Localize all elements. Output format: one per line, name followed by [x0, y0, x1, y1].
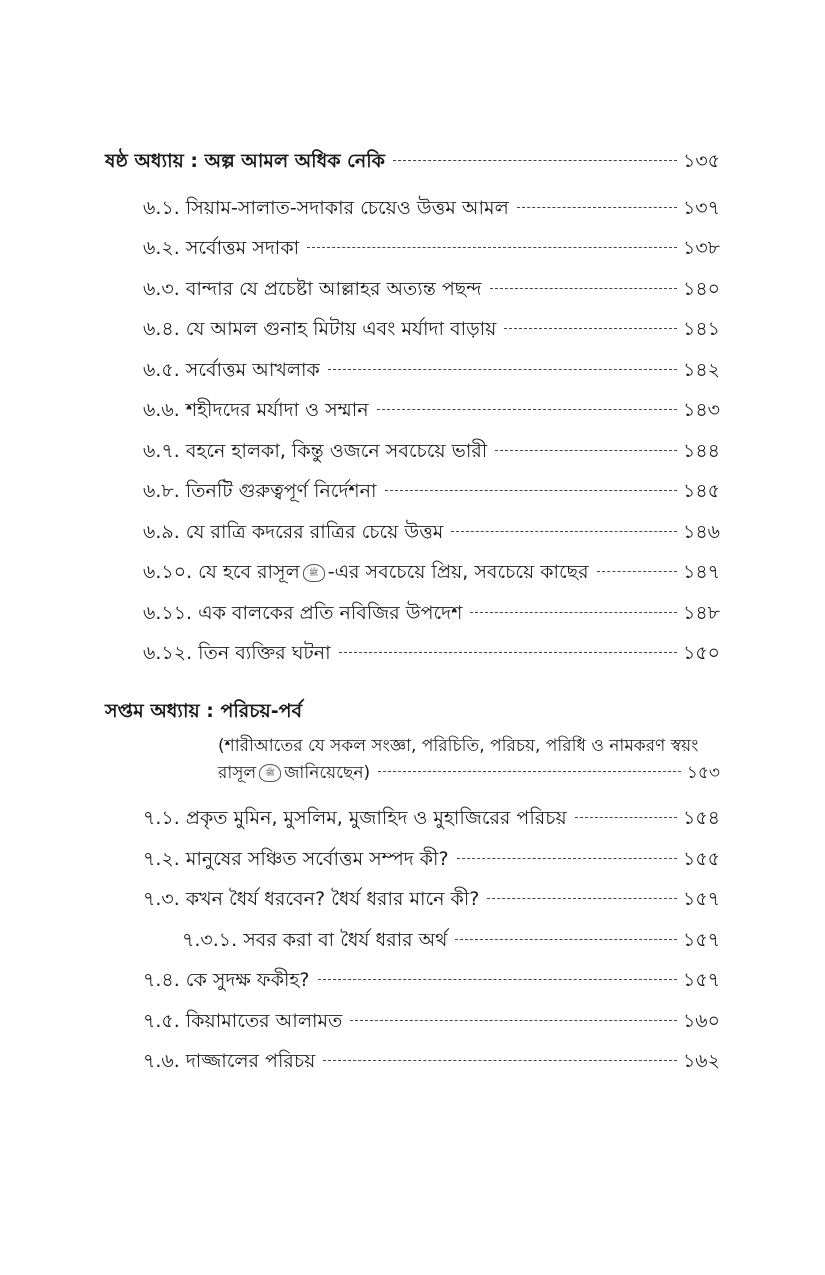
- dot-leader: [517, 207, 677, 208]
- dot-leader: [575, 817, 677, 818]
- dot-leader: [378, 771, 681, 772]
- dot-leader: [457, 858, 677, 859]
- toc-entry-6-9[interactable]: [143, 517, 720, 547]
- entry-label: ৬.৯. যে রাত্রি কদরের রাত্রির চেয়ে উত্তম: [143, 521, 444, 543]
- entry-page: ১৪৭: [682, 561, 720, 583]
- chapter-6-title: ষষ্ঠ অধ্যায় : অল্প আমল অধিক নেকি: [105, 150, 385, 172]
- entry-label: ৭.৪. কে সুদক্ষ ফকীহ?: [143, 969, 310, 991]
- entry-label: ৬.৬. শহীদদের মর্যাদা ও সম্মান: [143, 399, 369, 421]
- note-line2-after: জানিয়েছেন): [284, 763, 371, 783]
- toc-entry-6-2[interactable]: [143, 233, 720, 263]
- toc-entry-7-3-1[interactable]: [182, 925, 720, 955]
- entry-page: ১৪২: [682, 359, 720, 381]
- chapter-7-page: ১৫৩: [686, 763, 720, 783]
- dot-leader: [350, 1020, 677, 1021]
- dot-leader: [385, 490, 677, 491]
- dot-leader: [487, 898, 677, 899]
- chapter-7-note-line1: (শারীআতের যে সকল সংজ্ঞা, পরিচিতি, পরিচয়, পরিধি ও নামকরণ স্বয়ং: [218, 736, 699, 756]
- entry-page: ১৫৪: [683, 807, 720, 829]
- note-line2-before: রাসূল: [218, 763, 257, 783]
- entry-label: ৭.১. প্রকৃত মুমিন, মুসলিম, মুজাহিদ ও মুহাজিরের পরিচয়: [143, 807, 567, 829]
- entry-label-before: ৬.১০. যে হবে রাসূল: [143, 561, 300, 583]
- chapter-7-title[interactable]: সপ্তম অধ্যায় : পরিচয়-পর্ব: [105, 700, 303, 722]
- entry-label: ৭.২. মানুষের সঞ্চিত সর্বোত্তম সম্পদ কী?: [143, 848, 449, 870]
- entry-page: ১৪৪: [683, 440, 720, 462]
- toc-entry-6-4[interactable]: [143, 314, 720, 344]
- entry-label: ৬.৪. যে আমল গুনাহ মিটায় এবং মর্যাদা বাড়ায়: [143, 318, 497, 340]
- entry-label: ৭.৫. কিয়ামাতের আলামত: [143, 1010, 343, 1032]
- entry-page: ১৫৭: [682, 969, 720, 991]
- entry-page: ১৪৫: [683, 480, 720, 502]
- toc-entry-7-2[interactable]: [143, 844, 720, 874]
- entry-page: ১৫০: [682, 642, 720, 664]
- salutation-icon: ﷺ: [303, 564, 325, 582]
- toc-entry-6-8[interactable]: [143, 476, 720, 506]
- toc-entry-6-10[interactable]: [143, 557, 720, 587]
- toc-entry-6-11[interactable]: [143, 598, 720, 628]
- entry-page: ১৫৭: [682, 888, 720, 910]
- entry-page: ১৪৮: [683, 602, 720, 624]
- dot-leader: [318, 979, 677, 980]
- entry-label: ৬.৩. বান্দার যে প্রচেষ্টা আল্লাহর অত্যন্ত পছন্দ: [143, 278, 482, 300]
- entry-page: ১৩৭: [682, 197, 720, 219]
- entry-page: ১৩৮: [682, 237, 720, 259]
- entry-label: ৬.১১. এক বালকের প্রতি নবিজির উপদেশ: [143, 602, 463, 624]
- dot-leader: [504, 328, 677, 329]
- dot-leader: [328, 369, 677, 370]
- dot-leader: [377, 409, 677, 410]
- dot-leader: [597, 571, 677, 572]
- entry-page: ১৬০: [682, 1010, 720, 1032]
- dot-leader: [393, 160, 677, 161]
- entry-page: ১৪৬: [682, 521, 720, 543]
- toc-entry-6-6[interactable]: [143, 395, 720, 425]
- toc-entry-6-12[interactable]: [143, 638, 720, 668]
- dot-leader: [490, 288, 677, 289]
- chapter-6-entry[interactable]: [105, 146, 720, 176]
- entry-label: ৭.৬. দাজ্জালের পরিচয়: [143, 1050, 316, 1072]
- dot-leader: [307, 247, 677, 248]
- entry-page: ১৪৩: [682, 399, 720, 421]
- dot-leader: [470, 612, 677, 613]
- toc-entry-7-1[interactable]: [143, 803, 720, 833]
- toc-entry-6-1[interactable]: [143, 193, 720, 223]
- entry-label-after: -এর সবচেয়ে প্রিয়, সবচেয়ে কাছের: [327, 561, 589, 583]
- entry-page: ১৫৫: [683, 848, 720, 870]
- entry-label: ৭.৩.১. সবর করা বা ধৈর্য ধরার অর্থ: [182, 929, 448, 951]
- dot-leader: [451, 531, 677, 532]
- toc-entry-6-7[interactable]: [143, 436, 720, 466]
- entry-label: ৬.১২. তিন ব্যক্তির ঘটনা: [143, 642, 331, 664]
- entry-label: ৭.৩. কখন ধৈর্য ধরবেন? ধৈর্য ধরার মানে কী?: [143, 888, 480, 910]
- dot-leader: [323, 1060, 677, 1061]
- entry-page: ১৫৭: [682, 929, 720, 951]
- entry-label: ৬.৭. বহনে হালকা, কিন্তু ওজনে সবচেয়ে ভারী: [143, 440, 488, 462]
- toc-entry-7-5[interactable]: [143, 1006, 720, 1036]
- entry-label: ৬.২. সর্বোত্তম সদাকা: [143, 237, 300, 259]
- chapter-7-note-line2: [218, 758, 370, 788]
- entry-page: ১৪১: [683, 318, 720, 340]
- salutation-icon: ﷺ: [259, 764, 281, 782]
- dot-leader: [495, 450, 677, 451]
- entry-page: ১৬২: [682, 1050, 720, 1072]
- dot-leader: [339, 652, 677, 653]
- toc-entry-6-5[interactable]: [143, 355, 720, 385]
- dot-leader: [455, 939, 677, 940]
- entry-label: ৬.৮. তিনটি গুরুত্বপূর্ণ নির্দেশনা: [143, 480, 377, 502]
- toc-entry-7-6[interactable]: [143, 1046, 720, 1076]
- toc-entry-6-3[interactable]: [143, 274, 720, 304]
- toc-entry-7-4[interactable]: [143, 965, 720, 995]
- chapter-6-page: ১৩৫: [682, 150, 720, 172]
- entry-label: ৬.৫. সর্বোত্তম আখলাক: [143, 359, 320, 381]
- chapter-7-note-entry[interactable]: [218, 758, 720, 788]
- toc-entry-7-3[interactable]: [143, 884, 720, 914]
- entry-label: [143, 557, 589, 587]
- entry-label: ৬.১. সিয়াম-সালাত-সদাকার চেয়েও উত্তম আমল: [143, 197, 509, 219]
- entry-page: ১৪০: [682, 278, 720, 300]
